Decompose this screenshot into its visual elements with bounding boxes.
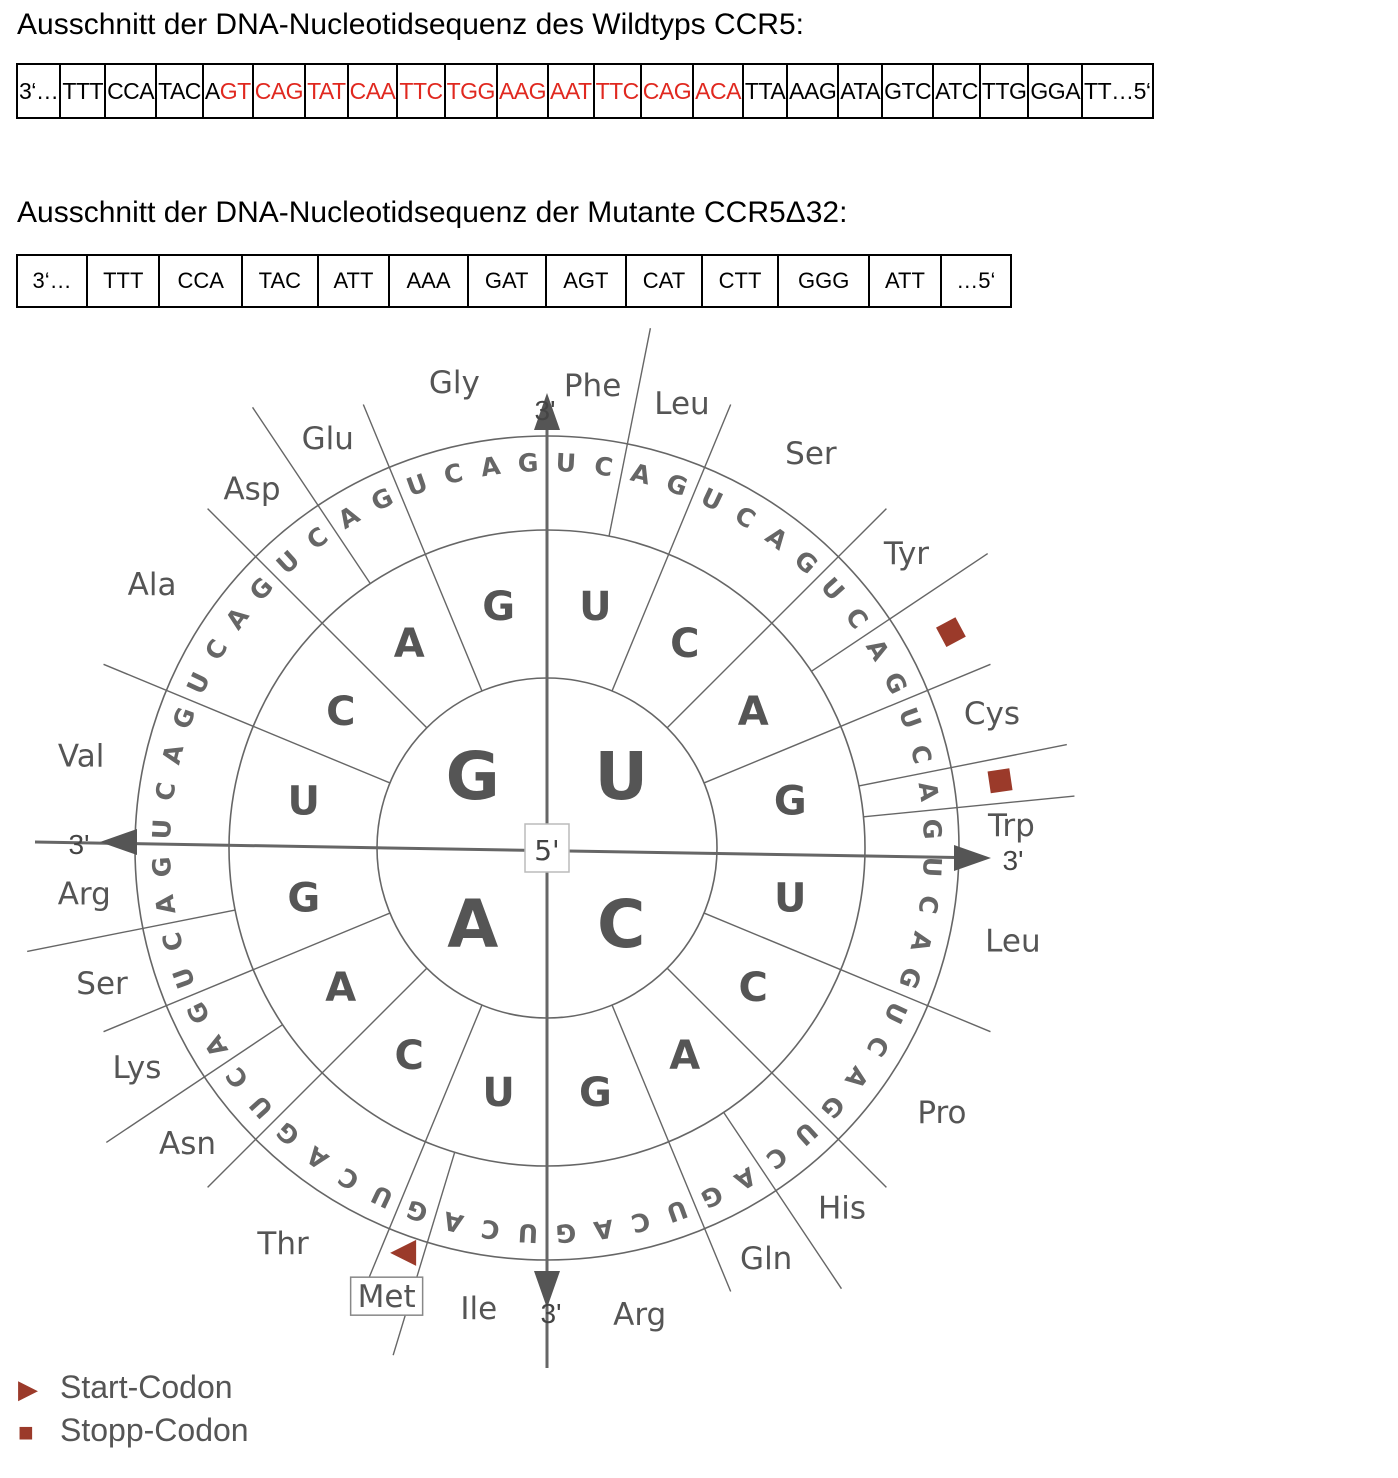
amino-acid-divider: [27, 910, 235, 951]
amino-acid-label: Glu: [301, 420, 354, 457]
legend-start: [18, 1369, 233, 1406]
third-base-letter: A: [156, 741, 190, 768]
legend-stop: [18, 1412, 249, 1449]
second-base-letter: C: [394, 1033, 424, 1080]
codon-text: TTA: [744, 77, 786, 104]
third-base-letter: U: [917, 856, 948, 878]
third-base-letter: C: [156, 929, 190, 955]
second-ring-divider: [612, 554, 669, 691]
wildtype-codon-cell: [397, 64, 444, 118]
third-base-letter: U: [146, 818, 177, 840]
third-base-letter: A: [478, 450, 503, 483]
wildtype-codon-cell: [548, 64, 594, 118]
axis-label-bottom: 3': [540, 1298, 562, 1329]
second-base-letter: U: [287, 778, 321, 825]
deleted-bases-text: TGG: [446, 77, 495, 104]
third-base-letter: C: [333, 1161, 365, 1196]
first-base-letter: G: [445, 737, 500, 815]
mutant-codon-cell: CCA: [159, 255, 242, 307]
third-base-letter: U: [181, 667, 216, 699]
third-base-letter: U: [815, 571, 851, 607]
wildtype-codon-cell: [838, 64, 882, 118]
wildtype-codon-cell: [641, 64, 693, 118]
amino-acid-label: Ala: [127, 567, 177, 604]
third-base-letter: U: [517, 1218, 539, 1249]
second-ring-divider: [425, 554, 482, 691]
codon-text: A: [204, 77, 220, 104]
second-ring-divider: [704, 726, 841, 783]
third-base-letter: G: [877, 667, 913, 699]
amino-acid-label: Thr: [257, 1225, 309, 1262]
amino-acid-label: Leu: [985, 923, 1041, 960]
codon-text: AAG: [789, 77, 837, 104]
third-base-letter: G: [366, 482, 398, 518]
wildtype-codon-cell: [787, 64, 838, 118]
third-base-letter: G: [181, 997, 217, 1029]
wildtype-codon-cell: [933, 64, 980, 118]
third-base-letter: C: [912, 893, 945, 916]
amino-acid-label: Phe: [563, 368, 622, 405]
legend-start-label: Start-Codon: [60, 1369, 233, 1405]
second-ring-divider: [253, 726, 390, 783]
second-base-letter: A: [325, 964, 357, 1011]
wildtype-codon-cell: [594, 64, 641, 118]
second-base-letter: A: [737, 689, 769, 736]
third-base-letter: C: [860, 1030, 895, 1062]
codon-wheel: [0, 310, 1100, 1380]
third-base-letter: A: [904, 928, 938, 955]
amino-acid-divider: [609, 328, 650, 536]
third-base-letter: G: [270, 1115, 306, 1152]
codon-text: GGA: [1030, 77, 1081, 104]
wildtype-codon-cell: [253, 64, 305, 118]
third-base-letter: C: [199, 634, 234, 666]
amino-acid-label: Asn: [159, 1125, 217, 1162]
wildtype-codon-cell: [1028, 64, 1082, 118]
mutant-codon-cell: CAT: [626, 255, 702, 307]
third-base-letter: U: [878, 997, 913, 1029]
stop-codon-symbol: ■: [18, 1417, 34, 1447]
wildtype-codon-cell: [105, 64, 156, 118]
amino-acid-label: Gln: [740, 1241, 793, 1278]
mutant-codon-cell: …5‘: [941, 255, 1011, 307]
third-base-letter: C: [760, 1140, 793, 1175]
third-base-letter: U: [402, 467, 432, 503]
codon-text: GTC: [884, 77, 932, 104]
amino-acid-label: Ser: [76, 965, 128, 1002]
third-base-letter: G: [554, 1218, 577, 1249]
axis-arrow-right: [954, 845, 991, 871]
third-base-letter: C: [729, 500, 761, 535]
third-base-letter: G: [402, 1193, 432, 1229]
start-codon-mark: [390, 1240, 416, 1266]
amino-acid-label: Tyr: [883, 536, 930, 573]
axis-label-top: 3': [534, 395, 556, 426]
wildtype-codon-cell: [305, 64, 348, 118]
third-base-letter: C: [149, 780, 182, 803]
amino-acid-label: Lys: [112, 1050, 162, 1087]
first-base-letter: C: [597, 886, 646, 964]
amino-acid-label: Arg: [57, 876, 111, 913]
stop-codon-mark: [988, 768, 1013, 793]
amino-acid-label: Met: [357, 1279, 416, 1316]
third-base-letter: U: [166, 963, 202, 993]
second-ring-divider: [425, 1005, 482, 1142]
wildtype-codon-cell: [348, 64, 398, 118]
amino-acid-label: Arg: [613, 1296, 667, 1333]
second-base-letter: U: [482, 1070, 515, 1117]
deleted-bases-text: TTC: [595, 77, 639, 104]
codon-text: TAC: [158, 77, 201, 104]
third-base-letter: U: [892, 703, 928, 733]
third-base-letter: A: [912, 779, 945, 804]
amino-acid-label: His: [817, 1190, 867, 1227]
wildtype-sequence-row: [17, 64, 1153, 118]
third-base-letter: U: [696, 482, 728, 517]
wildtype-sequence-table: [16, 63, 1154, 119]
deleted-bases-text: AAT: [550, 77, 592, 104]
wildtype-codon-cell: [497, 64, 548, 118]
axis-label-right: 3': [1002, 845, 1024, 876]
mutant-codon-cell: GAT: [468, 255, 546, 307]
codon-text: TT…5‘: [1084, 77, 1151, 104]
third-base-letter: C: [628, 1205, 654, 1239]
third-base-letter: G: [788, 544, 824, 581]
amino-acid-label: Ser: [785, 436, 837, 473]
second-base-letter: C: [670, 620, 700, 667]
third-base-letter: U: [555, 447, 577, 478]
third-base-letter: G: [166, 703, 202, 733]
third-base-letter: A: [729, 1161, 761, 1197]
wildtype-codon-cell: [203, 64, 253, 118]
amino-acid-label: Ile: [460, 1290, 498, 1327]
amino-acid-divider: [859, 745, 1067, 786]
codon-text: ATA: [840, 77, 881, 104]
third-base-letter: G: [696, 1178, 728, 1214]
amino-acid-label: Cys: [963, 696, 1021, 733]
wildtype-codon-cell: [445, 64, 497, 118]
codon-text: 3‘…: [19, 77, 59, 104]
second-base-letter: G: [773, 778, 807, 825]
third-base-letter: C: [904, 741, 938, 767]
third-base-letter: U: [662, 1193, 692, 1229]
wildtype-codon-cell: [156, 64, 203, 118]
amino-acid-label: Trp: [988, 808, 1035, 845]
third-base-letter: U: [366, 1179, 398, 1214]
axis-arrow-left: [100, 829, 137, 855]
legend-stop-label: Stopp-Codon: [60, 1412, 249, 1448]
second-base-letter: U: [579, 583, 612, 630]
mutant-heading: Ausschnitt der DNA-Nucleotidsequenz der Mutante CCR5Δ32:: [17, 196, 848, 229]
deleted-bases-text: CAG: [642, 77, 692, 104]
second-base-letter: C: [738, 964, 768, 1011]
deleted-bases-text: ACA: [695, 77, 741, 104]
third-base-letter: G: [243, 571, 280, 607]
mutant-codon-cell: 3‘…: [17, 255, 87, 307]
deleted-bases-text: TTC: [399, 77, 443, 104]
deleted-bases-text: CAG: [254, 77, 304, 104]
second-ring-divider: [612, 1005, 669, 1142]
third-base-letter: A: [333, 499, 365, 535]
horizontal-axis: [35, 842, 987, 858]
third-base-letter: A: [198, 1030, 234, 1062]
third-base-letter: A: [300, 1140, 334, 1176]
third-base-letter: A: [760, 520, 794, 556]
third-base-letter: C: [592, 450, 615, 483]
third-base-letter: G: [517, 447, 540, 478]
second-ring-divider: [253, 913, 390, 970]
wildtype-codon-cell: [693, 64, 743, 118]
third-base-letter: A: [440, 1205, 467, 1239]
axis-label-left: 3': [68, 829, 90, 860]
codon-text: CCA: [107, 77, 155, 104]
third-base-letter: C: [479, 1213, 502, 1246]
amino-acid-divider: [863, 796, 1074, 817]
third-base-letter: A: [219, 601, 255, 635]
mutant-sequence-row: [17, 255, 1011, 307]
mutant-sequence-table: [16, 254, 1012, 308]
second-base-letter: G: [578, 1070, 612, 1117]
third-base-letter: A: [839, 1061, 875, 1095]
third-base-letter: U: [788, 1116, 824, 1152]
codon-text: ATC: [935, 77, 978, 104]
third-base-letter: U: [270, 544, 306, 580]
third-base-letter: G: [917, 818, 948, 841]
third-base-letter: G: [814, 1089, 851, 1125]
mutant-codon-cell: AAA: [389, 255, 468, 307]
deleted-bases-text: CAA: [349, 77, 396, 104]
wildtype-codon-cell: [17, 64, 60, 118]
third-base-letter: G: [662, 467, 692, 503]
stop-codon-mark: [936, 617, 966, 647]
mutant-codon-cell: AGT: [546, 255, 627, 307]
third-base-letter: G: [146, 855, 177, 878]
mutant-codon-cell: TAC: [242, 255, 318, 307]
first-base-letter: U: [594, 737, 649, 815]
second-base-letter: U: [773, 875, 807, 922]
deleted-bases-text: AAG: [498, 77, 547, 104]
third-base-letter: A: [627, 457, 654, 491]
mutant-codon-cell: ATT: [869, 255, 941, 307]
mutant-codon-cell: GGG: [778, 255, 869, 307]
second-base-letter: A: [669, 1033, 701, 1080]
wildtype-codon-cell: [743, 64, 787, 118]
third-base-letter: A: [149, 892, 182, 917]
second-base-letter: A: [393, 620, 425, 667]
third-base-letter: C: [301, 521, 334, 556]
amino-acid-label: Leu: [654, 386, 710, 423]
start-codon-symbol: ▶: [18, 1374, 38, 1404]
third-base-letter: C: [440, 457, 466, 491]
first-base-letter: A: [447, 886, 499, 964]
deleted-bases-text: TAT: [307, 77, 346, 104]
wildtype-codon-cell: [980, 64, 1029, 118]
third-base-letter: A: [860, 634, 896, 666]
third-base-letter: C: [839, 602, 874, 635]
second-base-letter: C: [326, 689, 356, 736]
mutant-codon-cell: CTT: [702, 255, 778, 307]
wildtype-heading: Ausschnitt der DNA-Nucleotidsequenz des Wildtyps CCR5:: [17, 8, 804, 41]
mutant-codon-cell: ATT: [318, 255, 390, 307]
amino-acid-label: Asp: [223, 471, 281, 508]
second-ring-divider: [704, 913, 841, 970]
amino-acid-label: Pro: [917, 1094, 967, 1131]
codon-text: TTG: [981, 77, 1027, 104]
deleted-bases-text: GT: [219, 77, 251, 104]
third-base-letter: U: [243, 1089, 279, 1125]
third-base-letter: C: [220, 1061, 255, 1094]
wildtype-codon-cell: [60, 64, 105, 118]
third-base-letter: A: [591, 1213, 616, 1246]
amino-acid-label: Val: [57, 738, 105, 775]
wildtype-codon-cell: [882, 64, 933, 118]
second-base-letter: G: [287, 875, 321, 922]
codon-text: TTT: [62, 77, 104, 104]
center-label: 5': [534, 834, 560, 867]
second-base-letter: G: [482, 583, 516, 630]
amino-acid-label: Gly: [428, 365, 480, 402]
mutant-codon-cell: TTT: [87, 255, 159, 307]
wildtype-codon-cell: [1082, 64, 1153, 118]
third-base-letter: G: [892, 963, 928, 993]
